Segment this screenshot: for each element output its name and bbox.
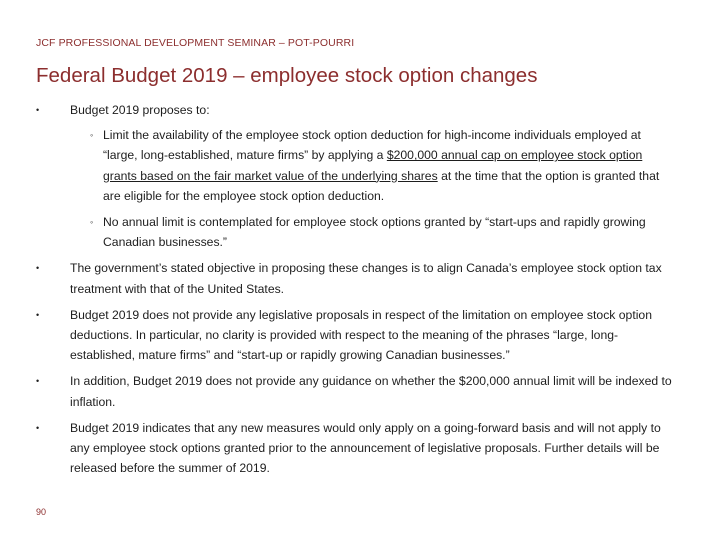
slide-title: Federal Budget 2019 – employee stock option changes [36,64,538,87]
bullet-marker: • [36,376,40,387]
sub-bullet-limit-availability [36,125,676,206]
bullet-text: Budget 2019 indicates that any new measures would only apply on a going-forward basis and will not apply to any employee stock options granted prior to the announcement of legislative proposals. Further details will be released before the summer of 2019. [70,420,661,476]
bullet-marker: • [36,309,40,320]
bullet-budget-proposes [36,100,676,120]
sub-bullet-marker: ◦ [90,217,94,228]
bullet-text: The government’s stated objective in proposing these changes is to align Canada’s employee stock option tax treatment with that of the United States. [70,261,662,296]
bullet-marker: • [36,105,40,115]
bullet-going-forward-basis [36,418,676,479]
bullet-marker: • [36,422,40,433]
page-number: 90 [36,507,47,517]
bullet-government-objective [36,258,676,298]
bullet-text: In addition, Budget 2019 does not provide any guidance on whether the $200,000 annual limit will be indexed to inflation. [70,374,672,409]
sub-bullet-text: No annual limit is contemplated for employee stock options granted by “start-ups and rapidly growing Canadian businesses.” [103,215,646,250]
sub-bullet-text-underlined: $200,000 annual cap on employee stock option grants based on the fair market value of the underlying shares [103,148,643,183]
slide-body [36,100,676,478]
sub-bullet-no-annual-limit [36,212,676,252]
sub-bullet-text-b: at the time that the option is granted that are eligible for the employee stock option deduction. [103,168,660,203]
bullet-no-legislative-proposals [36,305,676,366]
bullet-marker: • [36,263,40,274]
sub-bullet-marker: ◦ [90,130,94,141]
sub-bullet-text-a: Limit the availability of the employee stock option deduction for high-income individuals employed at “large, long-established, mature firms” by applying a [103,128,641,163]
seminar-header: JCF PROFESSIONAL DEVELOPMENT SEMINAR – POT-POURRI [36,37,355,49]
bullet-text: Budget 2019 does not provide any legislative proposals in respect of the limitation on employee stock option deductions. In particular, no clarity is provided with respect to the meaning of the phrases “large, long-established, mature firms” and “start-up or rapidly growing Canadian businesses.” [70,307,652,363]
bullet-text: Budget 2019 proposes to: [70,103,210,117]
bullet-inflation-indexing [36,371,676,411]
